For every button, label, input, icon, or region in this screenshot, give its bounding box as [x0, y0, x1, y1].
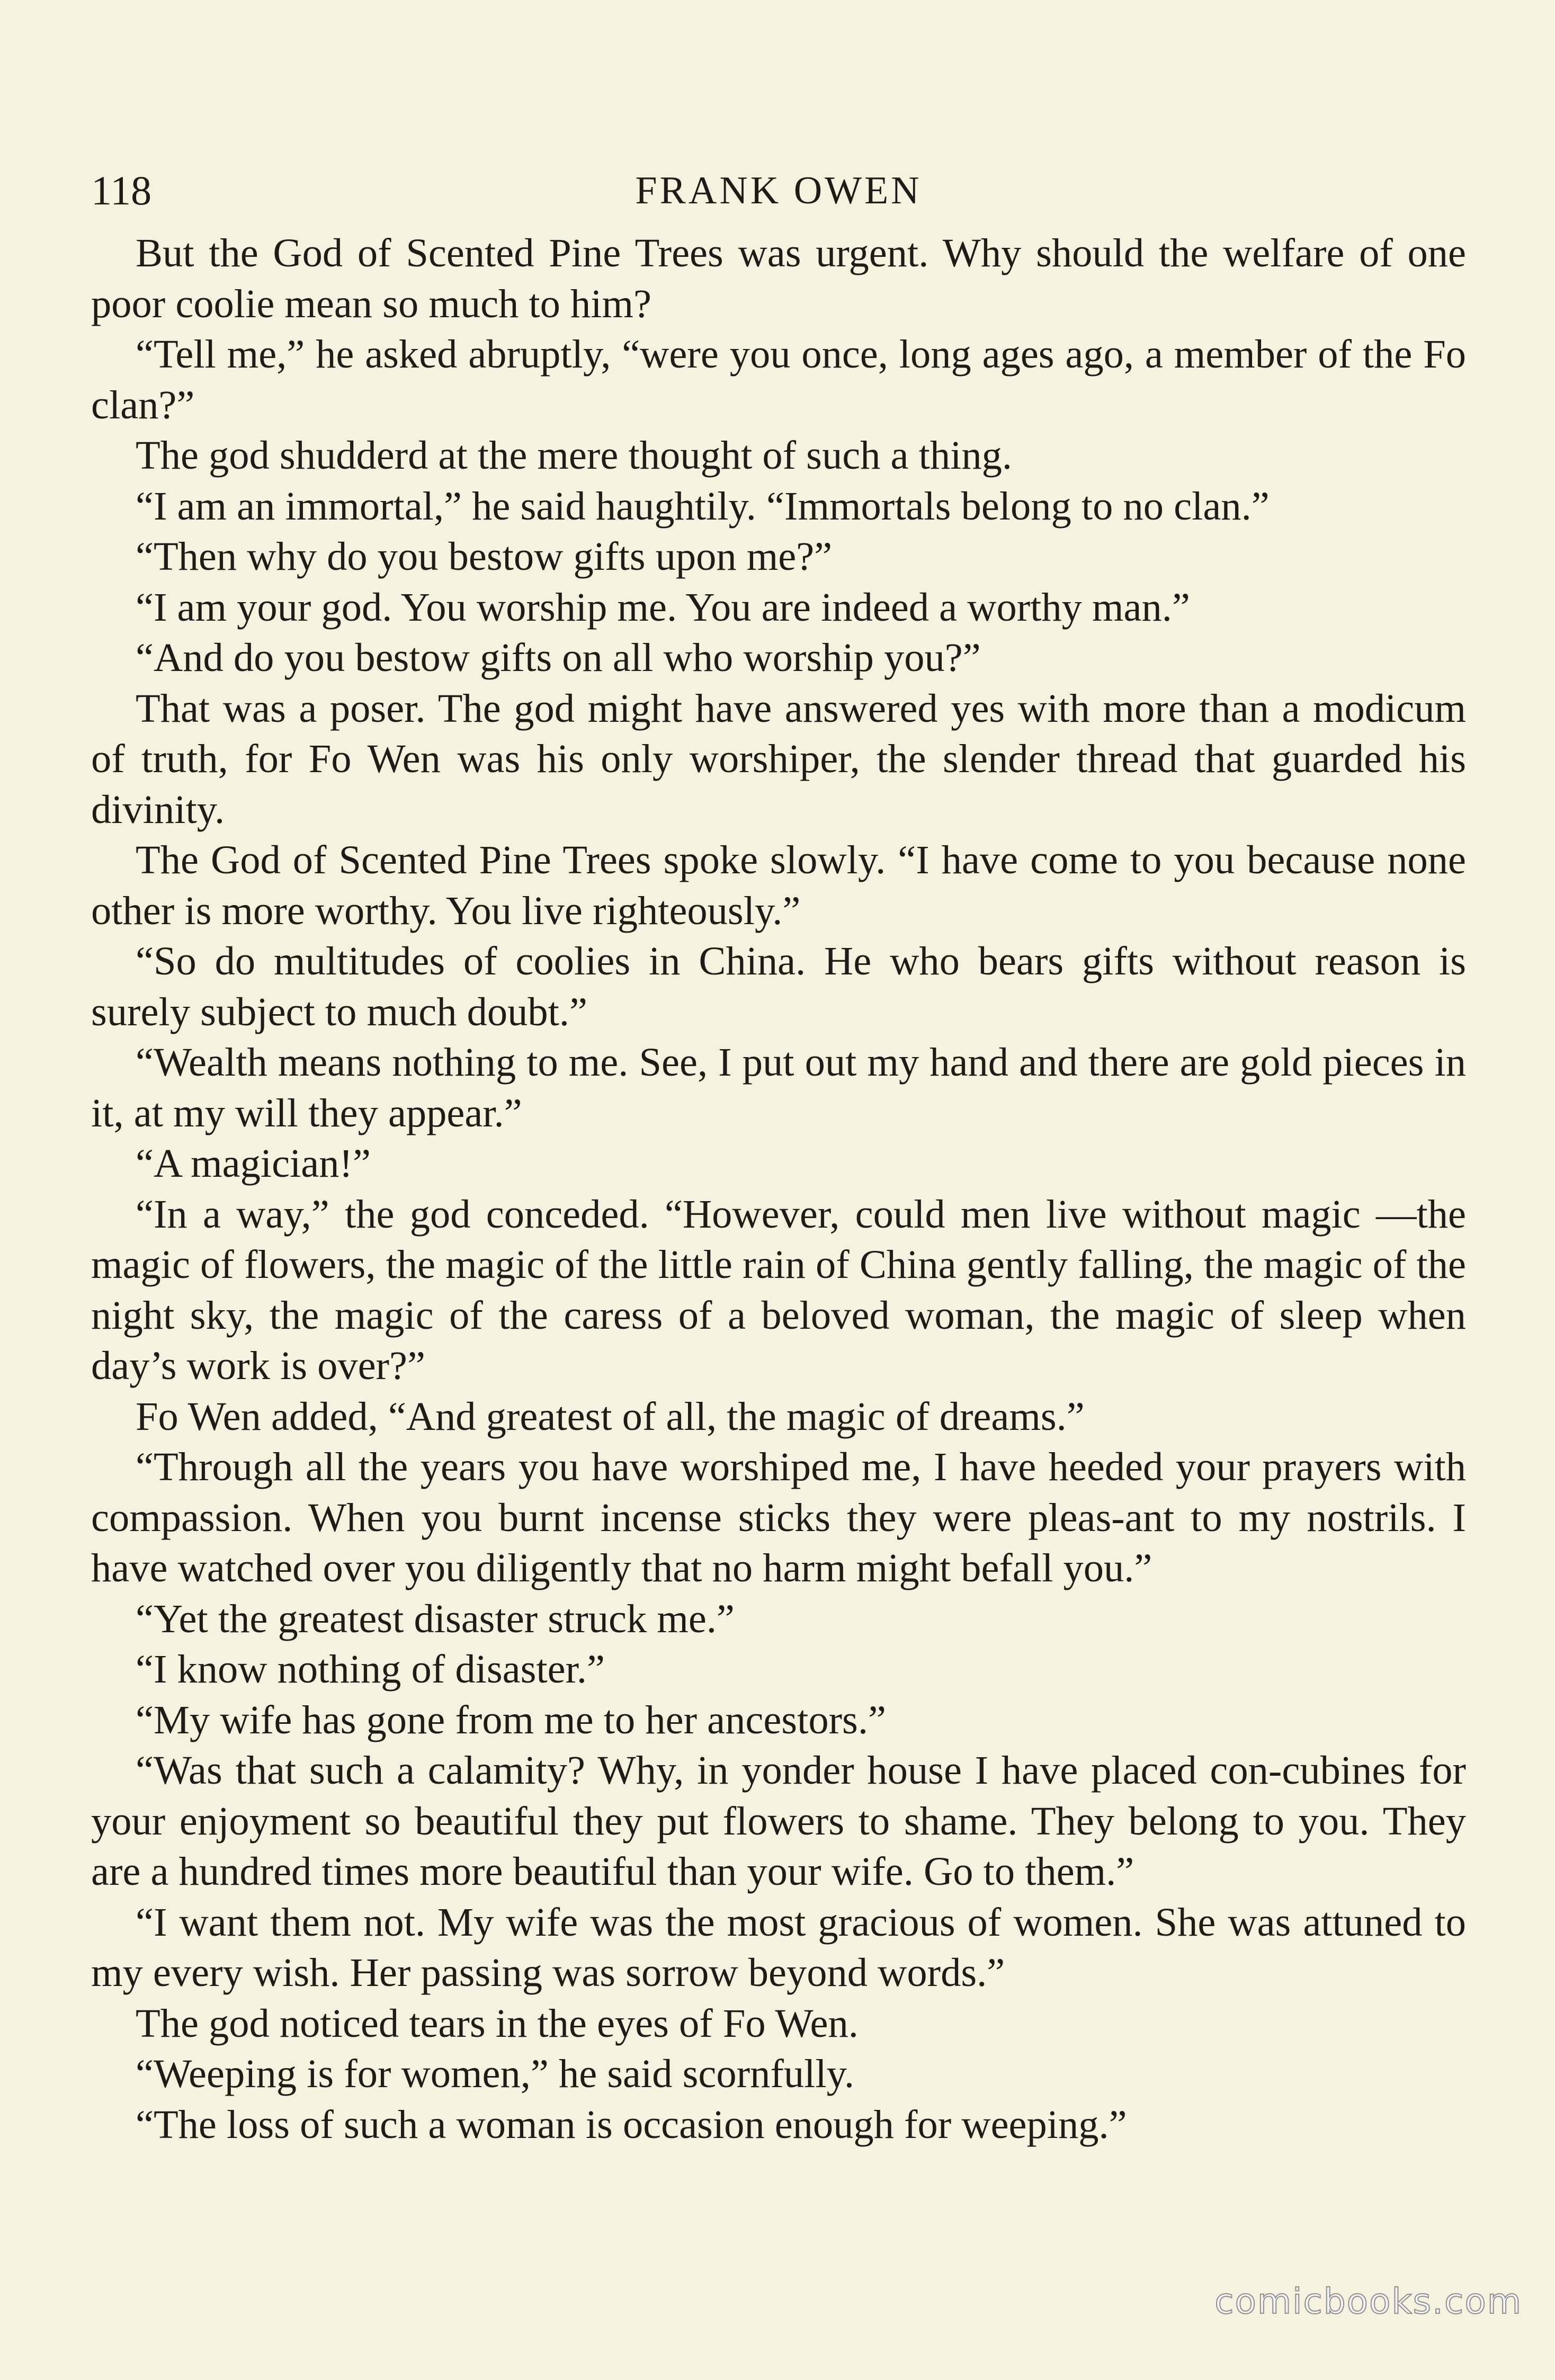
paragraph: “Wealth means nothing to me. See, I put out my hand and there are gold pieces in it, at my will they appear.” [91, 1040, 1466, 1135]
paragraph: “I want them not. My wife was the most gracious of women. She was attuned to my every wish. Her passing was sorrow beyond words.” [91, 1899, 1466, 1995]
running-head [91, 159, 1466, 222]
paragraph: That was a poser. The god might have answered yes with more than a modicum of truth, for Fo Wen was his only worshiper, the slender thread that guarded his divinity. [91, 685, 1466, 832]
paragraph: “Then why do you bestow gifts upon me?” [136, 534, 833, 579]
paragraph: “I am an immortal,” he said haughtily. “Immortals belong to no clan.” [136, 483, 1270, 529]
paragraph: “In a way,” the god conceded. “However, could men live without magic —the magic of flowers, the magic of the little rain of China gently falling, the magic of the night sky, the magic of the caress of a beloved woman, the magic of sleep when day’s work is over?” [91, 1191, 1466, 1388]
paragraph: Fo Wen added, “And greatest of all, the magic of dreams.” [136, 1393, 1085, 1439]
paragraph: The god noticed tears in the eyes of Fo Wen. [136, 2000, 859, 2046]
paragraph: “A magician!” [136, 1141, 371, 1186]
running-title: FRANK OWEN [635, 169, 922, 212]
paragraph: “Yet the greatest disaster struck me.” [136, 1596, 735, 1641]
paragraph: “So do multitudes of coolies in China. He who bears gifts without reason is surely subject to much doubt.” [91, 938, 1466, 1034]
body-text [91, 228, 1466, 2150]
paragraph: “I know nothing of disaster.” [136, 1647, 605, 1692]
paragraph: “The loss of such a woman is occasion enough for weeping.” [136, 2101, 1127, 2147]
paragraph: “I am your god. You worship me. You are indeed a worthy man.” [136, 584, 1190, 630]
paragraph: “Was that such a calamity? Why, in yonder house I have placed con-cubines for your enjoyment so beautiful they put flowers to shame. They belong to you. They are a hundred times more beautiful than your wife. Go to them.” [91, 1748, 1466, 1894]
paragraph: “My wife has gone from me to her ancestors.” [136, 1697, 886, 1742]
watermark-logo: comicbooks.com [1214, 2281, 1522, 2322]
paragraph: “Weeping is for women,” he said scornfully. [136, 2051, 854, 2096]
paragraph: The God of Scented Pine Trees spoke slowly. “I have come to you because none other is more worthy. You live righteously.” [91, 837, 1466, 933]
paragraph: But the God of Scented Pine Trees was urgent. Why should the welfare of one poor coolie mean so much to him? [91, 230, 1466, 326]
paragraph: “Tell me,” he asked abruptly, “were you once, long ages ago, a member of the Fo clan?” [91, 332, 1466, 427]
paragraph: “Through all the years you have worshiped me, I have heeded your prayers with compassion. When you burnt incense sticks they were pleas-ant to my nostrils. I have watched over you diligently that no harm might befall you.” [91, 1444, 1466, 1590]
paragraph: The god shudderd at the mere thought of such a thing. [136, 433, 1012, 478]
paragraph: “And do you bestow gifts on all who worship you?” [136, 635, 981, 680]
page-number: 118 [91, 167, 152, 213]
